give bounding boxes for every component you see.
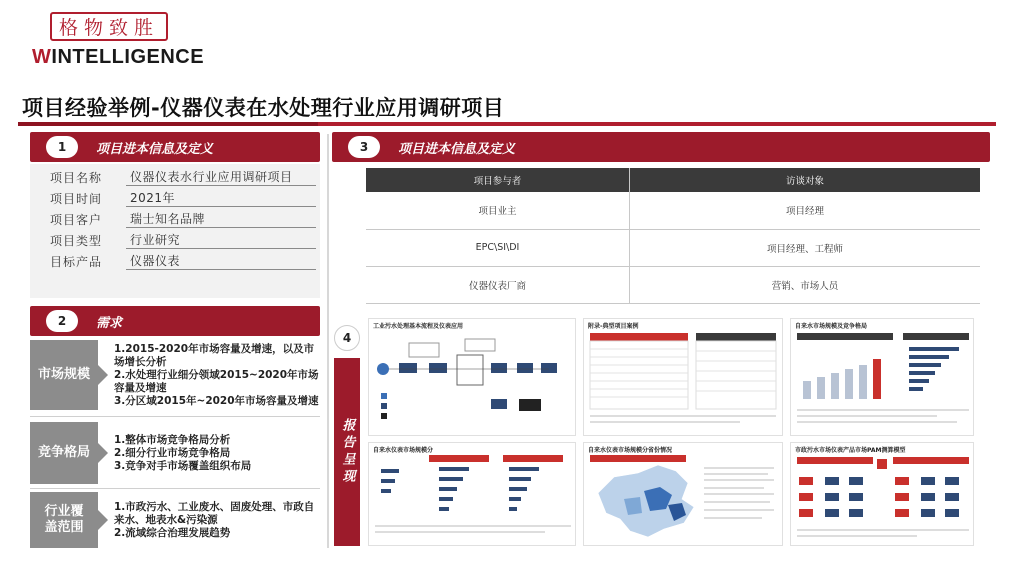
info-key: 项目名称 bbox=[50, 170, 103, 185]
info-value: 仪器仪表水行业应用调研项目 bbox=[126, 168, 316, 186]
section2-header bbox=[30, 306, 320, 336]
model-diagram-preview bbox=[791, 443, 974, 546]
info-key: 项目客户 bbox=[50, 212, 103, 227]
info-value: 2021年 bbox=[126, 189, 316, 207]
map-preview bbox=[584, 443, 783, 546]
info-value: 瑞士知名品牌 bbox=[126, 210, 316, 228]
info-value: 仪器仪表 bbox=[126, 252, 316, 270]
need-row-coverage bbox=[30, 492, 320, 548]
thumbnail-title: 自来水仪表市场规模分 bbox=[373, 447, 434, 454]
section4-title: 报告呈现 bbox=[339, 418, 355, 486]
page-title: 项目经验举例-仪器仪表在水处理行业应用调研项目 bbox=[22, 96, 505, 120]
bar-chart-preview bbox=[791, 319, 974, 436]
info-row bbox=[50, 230, 316, 250]
section3-title: 项目进本信息及定义 bbox=[398, 141, 516, 157]
section1-number: 1 bbox=[46, 136, 78, 158]
info-row bbox=[50, 188, 316, 208]
info-key: 项目时间 bbox=[50, 191, 103, 206]
thumbnail-title: 工业污水处理基本流程及仪表应用 bbox=[373, 323, 464, 330]
thumbnail-title: 市政污水市场仪表产品市场PAM测算模型 bbox=[795, 447, 906, 454]
info-key: 目标产品 bbox=[50, 254, 103, 269]
thumbnail-title: 附录-典型项目案例 bbox=[588, 323, 639, 330]
section3-number: 3 bbox=[348, 136, 380, 158]
report-thumbnail bbox=[368, 318, 576, 436]
section1-title: 项目进本信息及定义 bbox=[96, 141, 214, 157]
table-cell: EPC\SI\DI bbox=[366, 229, 629, 266]
section4-number: 4 bbox=[334, 325, 360, 351]
report-thumbnail bbox=[790, 442, 974, 546]
flow-diagram-preview bbox=[369, 319, 576, 436]
table-row bbox=[366, 266, 980, 303]
thumbnail-title: 自来水仪表市场规模分省份情况 bbox=[588, 447, 673, 454]
column-divider bbox=[327, 134, 329, 548]
report-thumbnail bbox=[583, 442, 783, 546]
need-label: 竞争格局 bbox=[30, 422, 98, 484]
need-label: 行业覆盖范围 bbox=[30, 492, 98, 548]
table-cell: 仪器仪表厂商 bbox=[366, 266, 629, 303]
need-text: 1.2015-2020年市场容量及增速，以及市场增长分析 2.水处理行业细分领域2015~2020年市场容量及增速 3.分区域2015年~2020年市场容量及增速 bbox=[114, 342, 319, 407]
project-info-panel bbox=[30, 164, 320, 298]
section2-number: 2 bbox=[46, 310, 78, 332]
table-cell: 营销、市场人员 bbox=[629, 266, 980, 303]
report-thumbnail bbox=[790, 318, 974, 436]
row-divider bbox=[30, 488, 320, 489]
info-row bbox=[50, 251, 316, 271]
need-row-market-size bbox=[30, 340, 320, 410]
section3-header bbox=[332, 132, 990, 162]
table-header: 项目参与者 bbox=[366, 168, 629, 192]
table-cell: 项目经理 bbox=[629, 192, 980, 229]
need-text: 1.市政污水、工业废水、固废处理、市政自来水、地表水&污染源 2.流域综合治理发展趋势 bbox=[114, 500, 315, 539]
table-cell: 项目经理、工程师 bbox=[629, 229, 980, 266]
need-text: 1.整体市场竞争格局分析 2.细分行业市场竞争格局 3.竞争对手市场覆盖组织布局 bbox=[114, 433, 252, 472]
info-row bbox=[50, 167, 316, 187]
bar-chart-preview bbox=[369, 443, 576, 546]
report-thumbnail bbox=[583, 318, 783, 436]
info-row bbox=[50, 209, 316, 229]
table-header-row bbox=[366, 168, 980, 192]
section1-header bbox=[30, 132, 320, 162]
report-thumbnail bbox=[368, 442, 576, 546]
company-logo-wordmark: WINTELLIGENCE bbox=[32, 46, 205, 68]
table-preview bbox=[584, 319, 783, 436]
section4-header bbox=[334, 358, 360, 546]
table-cell: 项目业主 bbox=[366, 192, 629, 229]
row-divider bbox=[30, 416, 320, 417]
section2-title: 需求 bbox=[96, 315, 123, 331]
info-key: 项目类型 bbox=[50, 233, 103, 248]
thumbnail-title: 自来水市场规模及竞争格局 bbox=[795, 323, 868, 330]
participant-table bbox=[366, 168, 980, 304]
need-label: 市场规模 bbox=[30, 340, 98, 410]
need-row-competition bbox=[30, 422, 320, 484]
title-divider bbox=[18, 122, 996, 126]
table-row bbox=[366, 229, 980, 266]
info-value: 行业研究 bbox=[126, 231, 316, 249]
table-header: 访谈对象 bbox=[629, 168, 980, 192]
company-logo-seal: 格物致胜 bbox=[50, 12, 168, 41]
table-row bbox=[366, 192, 980, 229]
